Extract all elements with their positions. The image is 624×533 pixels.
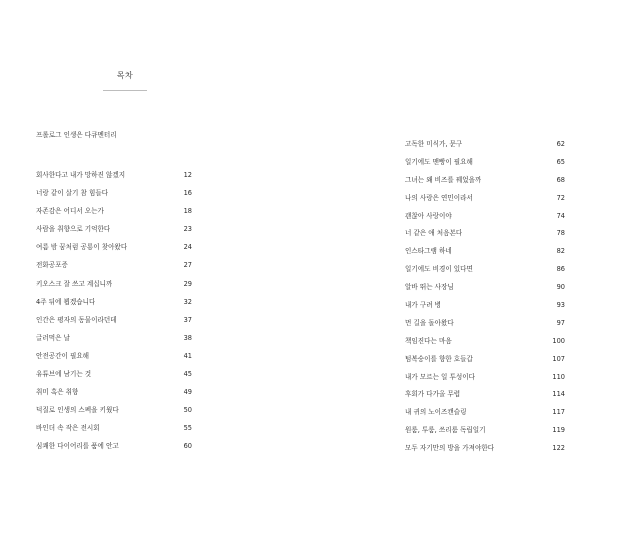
toc-entry-page: 16 <box>183 189 192 198</box>
toc-entry <box>36 422 192 440</box>
toc-entry <box>36 205 192 223</box>
toc-entry <box>36 386 192 404</box>
toc-entry-title: 유튜브에 남기는 것 <box>36 370 92 379</box>
toc-entry <box>405 281 565 299</box>
toc-entry-page: 78 <box>556 229 565 238</box>
toc-entry-title: 일기에도 비경이 있다면 <box>405 265 473 274</box>
toc-entry <box>405 263 565 281</box>
toc-entry <box>36 241 192 259</box>
toc-title: 목차 <box>116 71 134 80</box>
toc-entry-title: 책임진다는 마음 <box>405 336 452 345</box>
toc-entry-page: 49 <box>183 388 192 397</box>
toc-entry-title: 나의 사랑은 연민이라서 <box>405 193 473 202</box>
toc-entry-page: 86 <box>556 265 565 274</box>
toc-entry-page: 32 <box>183 297 192 306</box>
toc-entry-title: 안전공간이 필요해 <box>36 351 90 360</box>
toc-entry-page: 38 <box>183 333 192 342</box>
toc-entry-page: 41 <box>183 351 192 360</box>
toc-entry-title: 취미 혹은 취향 <box>36 388 79 397</box>
toc-entry-title: 일기에도 맨빵이 필요해 <box>405 157 473 166</box>
toc-entry-title: 고독한 미식가, 문구 <box>405 140 463 148</box>
toc-entry-title: 후회가 다가올 무렵 <box>405 390 461 399</box>
toc-entry-page: 60 <box>183 442 192 451</box>
toc-entry <box>405 424 565 442</box>
toc-entry-title: 내 귀의 노이즈캔슬링 <box>405 408 467 417</box>
toc-entry <box>405 138 565 156</box>
toc-entry-page: 23 <box>183 225 192 234</box>
toc-entry <box>36 314 192 332</box>
toc-entry <box>36 223 192 241</box>
toc-entry <box>405 299 565 317</box>
toc-entry-title: 회사한다고 내가 망하진 않겠지 <box>36 171 126 179</box>
toc-entry-title: 바인더 속 작은 전시회 <box>36 424 100 433</box>
toc-entry-title: 괜찮아 사랑이야 <box>405 211 452 220</box>
toc-entry <box>36 404 192 422</box>
toc-entry <box>405 371 565 389</box>
toc-entry <box>405 156 565 174</box>
toc-column-left <box>36 169 192 459</box>
toc-entry <box>405 174 565 192</box>
toc-entry-page: 24 <box>183 243 192 252</box>
toc-entry-page: 107 <box>552 354 565 363</box>
toc-entry-page: 122 <box>552 444 565 453</box>
toc-entry <box>405 210 565 228</box>
toc-entry <box>36 296 192 314</box>
toc-entry-page: 114 <box>552 390 565 399</box>
toc-entry-title: 4주 뒤에 뵙겠습니다 <box>36 297 96 306</box>
toc-entry-page: 37 <box>183 315 192 324</box>
toc-entry-page: 65 <box>556 157 565 166</box>
toc-entry-title: 인스타그램 하네 <box>405 247 452 256</box>
toc-entry-title: 덕질로 인생의 스펙을 키웠다 <box>36 406 119 415</box>
toc-entry-title: 내가 구려 병 <box>405 301 442 310</box>
toc-entry-page: 29 <box>183 279 192 288</box>
toc-entry-page: 74 <box>556 211 565 220</box>
toc-column-right <box>405 138 565 460</box>
toc-entry-page: 90 <box>556 283 565 292</box>
toc-entry-title: 사람을 취향으로 기억한다 <box>36 225 111 234</box>
toc-entry-page: 72 <box>556 193 565 202</box>
toc-entry-page: 55 <box>183 424 192 433</box>
toc-entry-title: 심쾌한 다이어리를 품에 안고 <box>36 442 119 451</box>
toc-entry <box>405 192 565 210</box>
toc-entry <box>36 278 192 296</box>
toc-entry-title: 모두 자기만의 방을 가져야한다 <box>405 444 495 453</box>
title-divider <box>103 90 147 91</box>
toc-entry <box>405 335 565 353</box>
toc-entry-title: 내가 모르는 일 투성이다 <box>405 372 475 381</box>
toc-entry-page: 82 <box>556 247 565 256</box>
toc-entry-title: 그녀는 왜 비즈를 꿰었을까 <box>405 175 482 184</box>
toc-entry-page: 117 <box>552 408 565 417</box>
toc-entry-title: 키오스크 잘 쓰고 계십니까 <box>36 279 113 288</box>
toc-entry <box>405 442 565 460</box>
toc-entry-title: 글러먹은 날 <box>36 333 70 342</box>
toc-entry <box>36 259 192 277</box>
prologue-entry: 프롤로그 인생은 다큐멘터리 <box>36 131 117 139</box>
toc-entry <box>405 406 565 424</box>
toc-entry <box>405 227 565 245</box>
toc-entry-title: 먼 길을 돌아왔다 <box>405 318 454 327</box>
toc-entry <box>36 350 192 368</box>
toc-entry-title: 인간은 평자의 동물이라던데 <box>36 315 117 324</box>
toc-entry <box>36 368 192 386</box>
toc-entry <box>36 187 192 205</box>
toc-entry-title: 전화공포증 <box>36 261 68 270</box>
toc-entry-title: 여름 밤 꿈처럼 공룡이 찾아왔다 <box>36 243 128 252</box>
toc-entry <box>405 353 565 371</box>
toc-entry-title: 원룸, 투룸, 쓰리룸 독립일기 <box>405 426 486 435</box>
toc-entry-page: 68 <box>556 175 565 184</box>
toc-entry <box>36 169 192 187</box>
toc-entry-title: 자존감은 어디서 오는가 <box>36 207 104 216</box>
toc-entry <box>405 245 565 263</box>
toc-entry-title: 알바 뛰는 사장님 <box>405 283 454 292</box>
toc-entry-page: 93 <box>556 301 565 310</box>
toc-entry-page: 119 <box>552 426 565 435</box>
toc-entry-title: 텀복숭이를 향한 호들갑 <box>405 354 473 363</box>
toc-entry <box>405 388 565 406</box>
toc-entry-title: 너 같은 애 처음본다 <box>405 229 463 238</box>
toc-entry-page: 100 <box>552 336 565 345</box>
toc-entry <box>36 440 192 458</box>
toc-entry <box>405 317 565 335</box>
toc-entry-page: 62 <box>556 140 565 148</box>
toc-entry-page: 50 <box>183 406 192 415</box>
toc-entry-page: 27 <box>183 261 192 270</box>
toc-entry-title: 너랑 같이 살기 참 힘들다 <box>36 189 109 198</box>
toc-entry-page: 110 <box>552 372 565 381</box>
toc-entry-page: 45 <box>183 370 192 379</box>
toc-entry-page: 18 <box>183 207 192 216</box>
toc-entry <box>36 332 192 350</box>
toc-entry-page: 12 <box>183 171 192 179</box>
toc-entry-page: 97 <box>556 318 565 327</box>
